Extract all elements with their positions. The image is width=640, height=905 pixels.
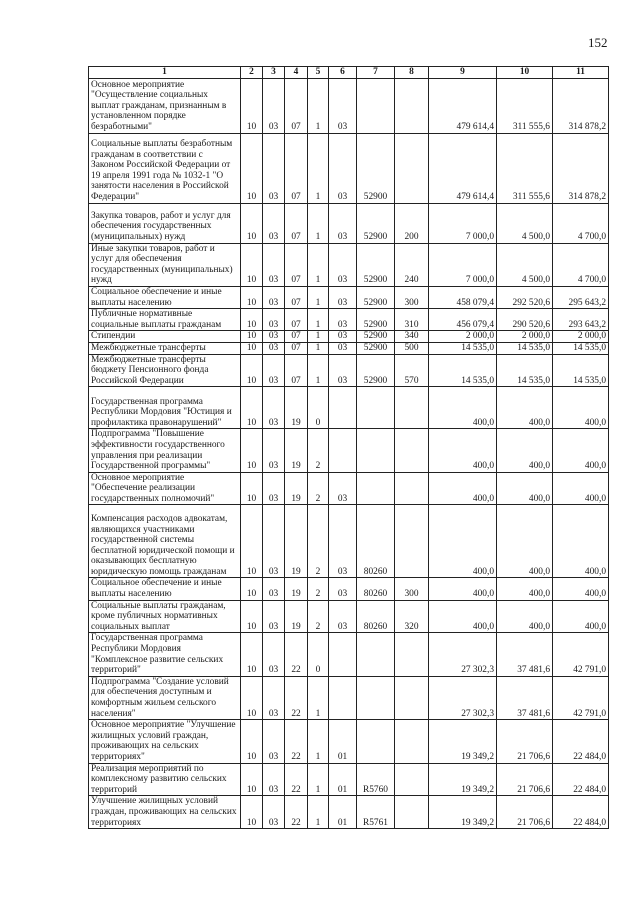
cell-section: 10 [241,203,263,243]
cell-section: 10 [241,286,263,308]
cell-amount-2: 400,0 [497,505,553,578]
cell-amount-3: 14 535,0 [553,354,609,387]
cell-name: Закупка товаров, работ и услуг для обеспечения государственных (муниципальных) нужд [89,203,241,243]
cell-name: Стипендии [89,331,241,343]
cell-program: 22 [285,676,308,719]
table-row [89,600,609,633]
cell-name: Социальные выплаты гражданам, кроме публичных нормативных социальных выплат [89,600,241,633]
cell-event: 03 [329,331,357,343]
cell-subsection: 03 [263,78,285,133]
cell-expense-type: 310 [395,309,429,331]
cell-expense-type [395,133,429,203]
cell-program: 07 [285,309,308,331]
column-header-10: 10 [497,67,553,79]
cell-subsection: 03 [263,354,285,387]
cell-amount-1: 479 614,4 [429,78,497,133]
cell-section: 10 [241,429,263,472]
cell-amount-2: 400,0 [497,387,553,429]
cell-amount-2: 400,0 [497,429,553,472]
table-row [89,203,609,243]
table-body [89,78,609,829]
column-header-4: 4 [285,67,308,79]
cell-subprogram: 2 [308,578,329,600]
cell-program: 07 [285,203,308,243]
cell-amount-2: 400,0 [497,472,553,505]
table-row [89,796,609,829]
cell-subsection: 03 [263,286,285,308]
budget-table [88,66,609,829]
cell-subsection: 03 [263,796,285,829]
cell-amount-2: 21 706,6 [497,796,553,829]
cell-section: 10 [241,342,263,354]
cell-amount-1: 456 079,4 [429,309,497,331]
cell-direction: 52900 [357,309,395,331]
cell-amount-2: 311 555,6 [497,133,553,203]
cell-amount-3: 400,0 [553,505,609,578]
cell-program: 19 [285,472,308,505]
cell-event: 03 [329,342,357,354]
cell-amount-3: 4 700,0 [553,243,609,286]
column-header-11: 11 [553,67,609,79]
table-row [89,286,609,308]
cell-expense-type [395,387,429,429]
cell-amount-2: 400,0 [497,578,553,600]
column-header-9: 9 [429,67,497,79]
column-header-6: 6 [329,67,357,79]
table-row [89,342,609,354]
cell-subprogram: 1 [308,243,329,286]
cell-amount-3: 295 643,2 [553,286,609,308]
cell-event: 01 [329,796,357,829]
cell-section: 10 [241,309,263,331]
cell-amount-3: 22 484,0 [553,796,609,829]
cell-name: Основное мероприятие "Обеспечение реализации государственных полномочий" [89,472,241,505]
table-row [89,133,609,203]
cell-name: Реализация мероприятий по комплексному развитию сельских территорий [89,763,241,796]
cell-section: 10 [241,472,263,505]
cell-amount-1: 19 349,2 [429,796,497,829]
cell-section: 10 [241,505,263,578]
cell-program: 22 [285,796,308,829]
table-row [89,676,609,719]
page-number: 152 [588,35,608,50]
cell-section: 10 [241,676,263,719]
table-row [89,387,609,429]
cell-direction: 52900 [357,286,395,308]
cell-amount-2: 14 535,0 [497,354,553,387]
cell-subprogram: 1 [308,354,329,387]
cell-name: Государственная программа Республики Мордовия "Комплексное развитие сельских территорий" [89,633,241,676]
cell-subsection: 03 [263,309,285,331]
cell-amount-1: 27 302,3 [429,676,497,719]
cell-subprogram: 1 [308,763,329,796]
cell-amount-3: 22 484,0 [553,763,609,796]
cell-subsection: 03 [263,203,285,243]
cell-program: 07 [285,331,308,343]
cell-subsection: 03 [263,720,285,763]
cell-name: Социальные выплаты безработным гражданам в соответствии с Законом Российской Федерации от 19 апреля 1991 года № 1032-1 "О занятости населения в Российской Федерации" [89,133,241,203]
cell-subprogram: 1 [308,331,329,343]
cell-section: 10 [241,633,263,676]
cell-amount-3: 400,0 [553,387,609,429]
cell-subprogram: 1 [308,309,329,331]
cell-event [329,633,357,676]
cell-program: 22 [285,720,308,763]
cell-event: 03 [329,472,357,505]
cell-amount-3: 400,0 [553,429,609,472]
cell-expense-type: 570 [395,354,429,387]
cell-section: 10 [241,763,263,796]
cell-direction: 52900 [357,354,395,387]
cell-name: Компенсация расходов адвокатам, являющихся участниками государственной системы бесплатной юридической помощи и оказывающих бесплатную юридическую помощь гражданам [89,505,241,578]
cell-event: 03 [329,578,357,600]
cell-amount-1: 14 535,0 [429,342,497,354]
cell-amount-2: 21 706,6 [497,763,553,796]
cell-expense-type [395,676,429,719]
cell-event: 03 [329,133,357,203]
cell-amount-3: 4 700,0 [553,203,609,243]
cell-subsection: 03 [263,243,285,286]
cell-direction: R5761 [357,796,395,829]
cell-event [329,676,357,719]
cell-subsection: 03 [263,600,285,633]
cell-amount-3: 314 878,2 [553,133,609,203]
cell-subsection: 03 [263,578,285,600]
cell-amount-3: 400,0 [553,600,609,633]
column-header-7: 7 [357,67,395,79]
cell-subprogram: 2 [308,429,329,472]
cell-direction: 52900 [357,342,395,354]
cell-name: Социальное обеспечение и иные выплаты населению [89,578,241,600]
cell-event: 03 [329,203,357,243]
cell-expense-type [395,633,429,676]
table-row [89,720,609,763]
cell-name: Основное мероприятие "Осуществление социальных выплат гражданам, признанным в установленном порядке безработными" [89,78,241,133]
cell-amount-3: 22 484,0 [553,720,609,763]
cell-amount-3: 2 000,0 [553,331,609,343]
cell-amount-2: 14 535,0 [497,342,553,354]
cell-subprogram: 1 [308,286,329,308]
table-row [89,354,609,387]
cell-amount-2: 37 481,6 [497,676,553,719]
cell-amount-2: 37 481,6 [497,633,553,676]
cell-amount-3: 42 791,0 [553,676,609,719]
cell-expense-type: 300 [395,286,429,308]
cell-subprogram: 1 [308,720,329,763]
cell-subsection: 03 [263,387,285,429]
cell-amount-1: 400,0 [429,578,497,600]
cell-amount-3: 293 643,2 [553,309,609,331]
cell-event: 03 [329,243,357,286]
cell-expense-type: 240 [395,243,429,286]
cell-amount-3: 314 878,2 [553,78,609,133]
cell-section: 10 [241,354,263,387]
cell-event [329,387,357,429]
cell-name: Основное мероприятие "Улучшение жилищных условий граждан, проживающих на сельских территориях" [89,720,241,763]
cell-section: 10 [241,133,263,203]
cell-subprogram: 0 [308,387,329,429]
cell-amount-1: 400,0 [429,472,497,505]
cell-subprogram: 1 [308,203,329,243]
cell-direction: R5760 [357,763,395,796]
cell-direction [357,387,395,429]
cell-amount-3: 14 535,0 [553,342,609,354]
cell-expense-type [395,796,429,829]
cell-subsection: 03 [263,331,285,343]
cell-section: 10 [241,720,263,763]
cell-amount-1: 7 000,0 [429,243,497,286]
cell-amount-2: 290 520,6 [497,309,553,331]
cell-subsection: 03 [263,133,285,203]
cell-amount-1: 2 000,0 [429,331,497,343]
cell-name: Иные закупки товаров, работ и услуг для обеспечения государственных (муниципальных) нужд [89,243,241,286]
cell-program: 19 [285,505,308,578]
cell-expense-type [395,429,429,472]
column-header-2: 2 [241,67,263,79]
cell-name: Подпрограмма "Повышение эффективности государственного управления при реализации Государственной программы" [89,429,241,472]
cell-subsection: 03 [263,505,285,578]
cell-amount-1: 400,0 [429,600,497,633]
cell-subprogram: 1 [308,676,329,719]
column-header-8: 8 [395,67,429,79]
table-row [89,309,609,331]
cell-direction [357,676,395,719]
cell-event: 03 [329,286,357,308]
cell-program: 07 [285,286,308,308]
cell-name: Социальное обеспечение и иные выплаты населению [89,286,241,308]
cell-section: 10 [241,331,263,343]
cell-section: 10 [241,578,263,600]
cell-direction [357,472,395,505]
cell-subsection: 03 [263,763,285,796]
cell-direction: 52900 [357,243,395,286]
cell-direction [357,633,395,676]
table-row [89,331,609,343]
cell-amount-1: 479 614,4 [429,133,497,203]
cell-program: 22 [285,763,308,796]
cell-event [329,429,357,472]
cell-subprogram: 2 [308,472,329,505]
cell-expense-type [395,78,429,133]
cell-program: 07 [285,133,308,203]
cell-program: 07 [285,78,308,133]
table-header [89,67,609,79]
cell-amount-2: 400,0 [497,600,553,633]
cell-subsection: 03 [263,472,285,505]
cell-program: 19 [285,578,308,600]
cell-section: 10 [241,796,263,829]
cell-amount-2: 21 706,6 [497,720,553,763]
table-row [89,78,609,133]
table-row [89,633,609,676]
cell-amount-3: 42 791,0 [553,633,609,676]
cell-expense-type [395,763,429,796]
column-header-1: 1 [89,67,241,79]
cell-amount-2: 4 500,0 [497,203,553,243]
cell-direction [357,429,395,472]
cell-expense-type: 500 [395,342,429,354]
cell-subsection: 03 [263,342,285,354]
cell-amount-1: 7 000,0 [429,203,497,243]
cell-direction: 80260 [357,578,395,600]
cell-event: 03 [329,309,357,331]
cell-program: 07 [285,243,308,286]
cell-name: Межбюджетные трансферты бюджету Пенсионного фонда Российской Федерации [89,354,241,387]
cell-program: 22 [285,633,308,676]
cell-section: 10 [241,600,263,633]
cell-name: Межбюджетные трансферты [89,342,241,354]
cell-event: 03 [329,354,357,387]
cell-amount-3: 400,0 [553,578,609,600]
cell-direction: 52900 [357,133,395,203]
cell-subsection: 03 [263,429,285,472]
cell-direction [357,720,395,763]
cell-amount-1: 400,0 [429,505,497,578]
table-row [89,472,609,505]
column-header-5: 5 [308,67,329,79]
cell-program: 19 [285,600,308,633]
cell-direction: 52900 [357,203,395,243]
cell-amount-2: 311 555,6 [497,78,553,133]
cell-direction [357,78,395,133]
cell-amount-1: 400,0 [429,387,497,429]
cell-name: Публичные нормативные социальные выплаты гражданам [89,309,241,331]
cell-subprogram: 2 [308,505,329,578]
cell-expense-type: 340 [395,331,429,343]
cell-program: 19 [285,387,308,429]
cell-expense-type: 300 [395,578,429,600]
cell-direction: 52900 [357,331,395,343]
cell-expense-type [395,505,429,578]
cell-name: Государственная программа Республики Мордовия "Юстиция и профилактика правонарушений" [89,387,241,429]
cell-subprogram: 1 [308,342,329,354]
cell-subsection: 03 [263,633,285,676]
cell-expense-type: 200 [395,203,429,243]
cell-direction: 80260 [357,600,395,633]
cell-subsection: 03 [263,676,285,719]
cell-subprogram: 1 [308,133,329,203]
cell-subprogram: 2 [308,600,329,633]
cell-amount-1: 458 079,4 [429,286,497,308]
cell-amount-1: 400,0 [429,429,497,472]
cell-section: 10 [241,243,263,286]
table-row [89,505,609,578]
cell-program: 07 [285,354,308,387]
cell-section: 10 [241,387,263,429]
cell-event: 01 [329,763,357,796]
column-header-3: 3 [263,67,285,79]
cell-name: Улучшение жилищных условий граждан, проживающих на сельских территориях [89,796,241,829]
cell-program: 07 [285,342,308,354]
cell-event: 03 [329,505,357,578]
cell-event: 01 [329,720,357,763]
cell-section: 10 [241,78,263,133]
cell-amount-2: 4 500,0 [497,243,553,286]
cell-amount-2: 292 520,6 [497,286,553,308]
cell-event: 03 [329,600,357,633]
cell-subprogram: 1 [308,78,329,133]
cell-expense-type [395,720,429,763]
cell-amount-2: 2 000,0 [497,331,553,343]
cell-amount-1: 19 349,2 [429,763,497,796]
cell-direction: 80260 [357,505,395,578]
cell-expense-type: 320 [395,600,429,633]
cell-subprogram: 1 [308,796,329,829]
table-row [89,243,609,286]
cell-amount-3: 400,0 [553,472,609,505]
table-row [89,429,609,472]
table-row [89,578,609,600]
cell-expense-type [395,472,429,505]
cell-amount-1: 14 535,0 [429,354,497,387]
cell-event: 03 [329,78,357,133]
cell-name: Подпрограмма "Создание условий для обеспечения доступным и комфортным жильем сельского населения" [89,676,241,719]
cell-program: 19 [285,429,308,472]
table-row [89,763,609,796]
cell-amount-1: 27 302,3 [429,633,497,676]
cell-subprogram: 0 [308,633,329,676]
cell-amount-1: 19 349,2 [429,720,497,763]
